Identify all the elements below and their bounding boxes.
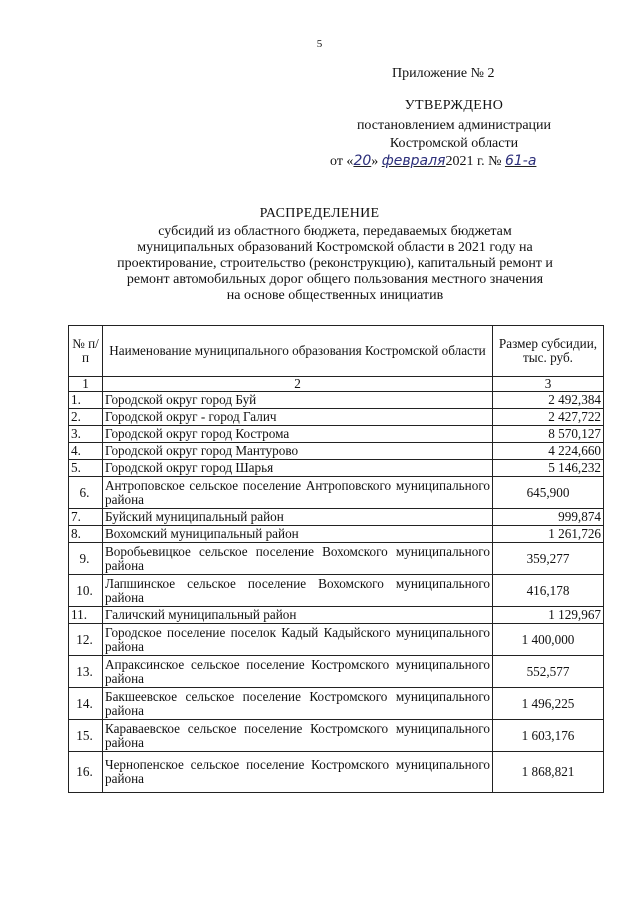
municipality-name: Городской округ город Кострома [103,426,493,443]
table-row [69,426,604,443]
table-row [69,624,604,656]
subtitle-line: проектирование, строительство (реконструкцию), капитальный ремонт и [117,256,553,271]
row-number: 16. [69,752,103,793]
header-num: № п/п [69,326,103,377]
row-number: 2. [69,409,103,426]
row-number: 12. [69,624,103,656]
row-number: 9. [69,543,103,575]
table-row [69,460,604,477]
distribution-table [68,325,604,793]
header-name: Наименование муниципального образования Костромской области [103,326,493,377]
row-number: 10. [69,575,103,607]
header-amount: Размер субсидии, тыс. руб. [493,326,604,377]
subtitle-line: ремонт автомобильных дорог общего пользования местного значения [126,272,544,287]
row-number: 6. [69,477,103,509]
row-number: 1. [69,392,103,409]
date-mid: » [371,154,382,169]
subsidy-amount: 999,874 [493,509,604,526]
row-number: 15. [69,720,103,752]
municipality-name: Вохомский муниципальный район [103,526,493,543]
table-row [69,688,604,720]
subtitle-line: на основе общественных инициатив [226,288,444,303]
table-header-row [69,326,604,377]
subsidy-amount: 1 400,000 [493,624,604,656]
subsidy-amount: 2 492,384 [493,392,604,409]
municipality-name: Чернопенское сельское поселение Костромского муниципального района [103,752,493,793]
table-row [69,656,604,688]
col-number: 1 [69,377,103,392]
municipality-name: Антроповское сельское поселение Антроповского муниципального района [103,477,493,509]
municipality-name: Апраксинское сельское поселение Костромского муниципального района [103,656,493,688]
municipality-name: Буйский муниципальный район [103,509,493,526]
municipality-name: Галичский муниципальный район [103,607,493,624]
table-row [69,720,604,752]
handwritten-month: февраля [381,153,446,169]
municipality-name: Городской округ город Мантурово [103,443,493,460]
subtitle-line: муниципальных образований Костромской области в 2021 году на [137,240,533,255]
subsidy-amount: 2 427,722 [493,409,604,426]
subsidy-amount: 5 146,232 [493,460,604,477]
row-number: 14. [69,688,103,720]
municipality-name: Бакшеевское сельское поселение Костромского муниципального района [103,688,493,720]
municipality-name: Городской округ город Шарья [103,460,493,477]
date-prefix: от « [330,154,354,169]
municipality-name: Лапшинское сельское поселение Вохомского муниципального района [103,575,493,607]
handwritten-day: 20 [353,153,372,169]
table-row [69,752,604,793]
row-number: 13. [69,656,103,688]
subsidy-amount: 1 129,967 [493,607,604,624]
row-number: 5. [69,460,103,477]
row-number: 11. [69,607,103,624]
row-number: 8. [69,526,103,543]
municipality-name: Воробьевицкое сельское поселение Вохомского муниципального района [103,543,493,575]
subsidy-amount: 1 603,176 [493,720,604,752]
appendix-label: Приложение № 2 [392,66,495,81]
subsidy-amount: 8 570,127 [493,426,604,443]
municipality-name: Городской округ - город Галич [103,409,493,426]
subtitle-line: субсидий из областного бюджета, передаваемых бюджетам [158,224,512,239]
approved-heading: УТВЕРЖДЕНО [404,98,504,113]
subsidy-amount: 359,277 [493,543,604,575]
subsidy-amount: 645,900 [493,477,604,509]
subsidy-amount: 552,577 [493,656,604,688]
table-row [69,477,604,509]
subsidy-amount: 1 261,726 [493,526,604,543]
municipality-name: Караваевское сельское поселение Костромского муниципального района [103,720,493,752]
page-number: 5 [316,38,323,50]
decree-date-line [330,153,536,170]
subsidy-amount: 4 224,660 [493,443,604,460]
row-number: 3. [69,426,103,443]
document-subtitle [95,224,575,304]
handwritten-number: 61-а [504,153,537,169]
table-row [69,443,604,460]
subsidy-amount: 416,178 [493,575,604,607]
subsidy-amount: 1 496,225 [493,688,604,720]
row-number: 4. [69,443,103,460]
decree-line-1: постановлением администрации [356,118,552,133]
row-number: 7. [69,509,103,526]
table-row [69,575,604,607]
column-number-row [69,377,604,392]
table-row [69,543,604,575]
table-row [69,607,604,624]
table-row [69,509,604,526]
col-number: 2 [103,377,493,392]
document-title: РАСПРЕДЕЛЕНИЕ [259,206,380,221]
municipality-name: Городское поселение поселок Кадый Кадыйского муниципального района [103,624,493,656]
subsidy-amount: 1 868,821 [493,752,604,793]
table-row [69,409,604,426]
table-body [69,326,604,793]
municipality-name: Городской округ город Буй [103,392,493,409]
table-row [69,526,604,543]
col-number: 3 [493,377,604,392]
table-row [69,392,604,409]
decree-line-2: Костромской области [389,136,519,151]
date-year: 2021 г. № [445,154,502,169]
